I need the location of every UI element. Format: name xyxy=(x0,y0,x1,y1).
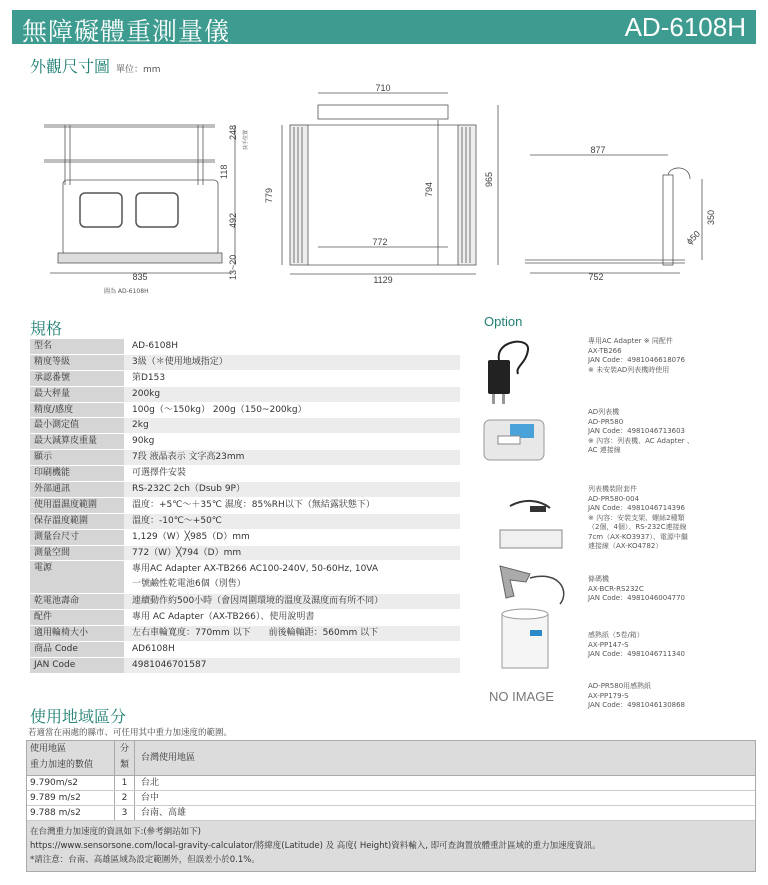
spec-value: 溫度：+5℃～＋35℃ 濕度：85%RH以下（無結露狀態下） xyxy=(132,499,375,510)
spec-row xyxy=(30,434,460,450)
spec-value: 772（W）╳794（D）mm xyxy=(124,546,460,561)
option-line: JAN Code：4981046713603 xyxy=(588,427,686,435)
dim-492: 492 xyxy=(228,212,238,228)
option-line: JAN Code：4981046714396 xyxy=(588,504,686,512)
dim-710: 710 xyxy=(375,83,391,93)
spec-value: 100g（～150kg） 200g（150~200kg） xyxy=(132,404,307,415)
spec-key: 配件 xyxy=(30,610,124,625)
spec-row xyxy=(30,371,460,387)
gravity-value: 9.790m/s2 xyxy=(27,776,115,790)
dim-350: 350 xyxy=(706,209,716,225)
option-line: 條碼機 xyxy=(588,575,609,583)
spec-key: 外部通訊 xyxy=(30,482,124,497)
option-item-paper-pr580 xyxy=(588,682,685,711)
dim-965: 965 xyxy=(484,171,494,187)
gravity-value: 9.789 m/s2 xyxy=(27,791,115,805)
option-line: AD-PR580用感熱紙 xyxy=(588,682,652,690)
dim-1129: 1129 xyxy=(373,275,393,285)
dims-title-text: 外觀尺寸圖 xyxy=(30,57,111,76)
class-value: 1 xyxy=(115,776,135,790)
spec-row xyxy=(30,498,460,514)
dim-248-note: 扶手位置 xyxy=(243,129,249,150)
spec-title: 規格 xyxy=(30,319,63,338)
spec-value: 1,129（W）╳985（D）mm xyxy=(132,531,250,542)
spec-row xyxy=(30,561,460,594)
region-intro: 若適當在兩處的縣市、可任用其中重力加速度的範圍。 xyxy=(28,728,233,738)
option-line: JAN Code：4981046130868 xyxy=(588,701,686,709)
option-line: ※ 內容：列表機、AC Adapter 、 xyxy=(588,436,694,445)
spec-key: 承認番號 xyxy=(30,371,124,386)
spec-value: 90kg xyxy=(132,436,155,447)
region-header-gravity xyxy=(27,741,115,775)
spec-row xyxy=(30,482,460,498)
spec-value: 200kg xyxy=(124,387,460,402)
header-text: 分 xyxy=(119,744,129,754)
spec-key: 測量空間 xyxy=(30,546,124,561)
region-header-class xyxy=(115,741,135,775)
option-line: AX-TB266 xyxy=(588,346,622,355)
spec-row xyxy=(30,642,460,658)
class-value: 2 xyxy=(115,791,135,805)
spec-row xyxy=(30,530,460,546)
spec-key: 使用溫濕度範圍 xyxy=(30,498,124,513)
region-row xyxy=(27,806,755,821)
spec-row xyxy=(30,450,460,466)
option-line: AX-BCR-RS232C xyxy=(588,584,644,593)
region-header-area: 台灣使用地區 xyxy=(141,753,196,763)
spec-value xyxy=(124,561,460,593)
dimension-drawings xyxy=(0,75,768,300)
dim-779: 779 xyxy=(264,187,274,203)
spec-row xyxy=(30,658,460,674)
option-line: AC 連接線 xyxy=(588,446,621,454)
spec-row xyxy=(30,403,460,419)
dim-118: 118 xyxy=(219,164,229,179)
region-header xyxy=(27,741,755,776)
printer-image xyxy=(484,420,544,460)
spec-value: RS-232C 2ch（Dsub 9P） xyxy=(124,482,460,497)
class-value: 3 xyxy=(115,806,135,820)
spec-row xyxy=(30,610,460,626)
option-line: JAN Code：4981046711340 xyxy=(588,650,686,658)
spec-row xyxy=(30,594,460,610)
dim-772: 772 xyxy=(372,237,388,247)
paper-roll-image xyxy=(502,609,548,668)
footnote-link[interactable]: https://www.sensorsone.com/local-gravity-calculator/將緯度(Latitude) 及 高度( Height)資料輸入, 即可查詢置放體重計區域的重力加速度資訊。 xyxy=(30,841,601,851)
spec-key: 顯示 xyxy=(30,450,124,465)
kit-image xyxy=(500,501,562,548)
region-row xyxy=(27,791,755,806)
header-text: 使用地區 xyxy=(30,744,67,754)
spec-value: 2kg xyxy=(124,418,460,433)
footnote-line: *請注意：台南、高雄區域為設定範圍外，但誤差小於0.1%。 xyxy=(30,855,260,865)
spec-value: 溫度：-10℃～+50℃ xyxy=(124,514,460,529)
footnote-line: 在台灣重力加速度的資訊如下:(參考網站如下) xyxy=(30,827,201,837)
spec-value: 7段 液晶表示 文字高23mm xyxy=(124,450,460,465)
spec-key: 型名 xyxy=(30,339,124,354)
spec-value: AD6108H xyxy=(132,644,175,655)
spec-key: 測量台尺寸 xyxy=(30,530,124,545)
header-bar xyxy=(12,10,756,44)
spec-key: 電源 xyxy=(30,561,124,593)
no-image-placeholder: NO IMAGE xyxy=(489,689,555,704)
region-footnote xyxy=(27,821,755,871)
ac-adapter-image xyxy=(488,342,528,404)
spec-key: 最小測定值 xyxy=(30,418,124,433)
spec-value-line1: 專用AC Adapter AX-TB266 AC100-240V, 50-60Hz, 10VA xyxy=(132,564,379,575)
spec-row xyxy=(30,466,460,482)
barcode-scanner-image xyxy=(500,566,564,604)
option-images xyxy=(470,330,588,700)
spec-value: 專用 AC Adapter（AX-TB266）、使用說明書 xyxy=(132,612,315,623)
gravity-value: 9.788 m/s2 xyxy=(27,806,115,820)
dim-50: ϕ50 xyxy=(684,228,703,247)
spec-key: 乾電池壽命 xyxy=(30,594,124,609)
header-text: 類 xyxy=(119,760,129,770)
option-item-printer xyxy=(588,408,694,456)
option-line: 專用AC Adapter ※ 同配件 xyxy=(588,337,673,345)
spec-key: 最大減算皮重量 xyxy=(30,434,124,449)
spec-value: AD-6108H xyxy=(132,341,179,351)
spec-row xyxy=(30,626,460,642)
region-table xyxy=(26,740,756,872)
dim-877: 877 xyxy=(590,145,606,155)
option-item-paper xyxy=(588,631,685,660)
spec-value-line2: 一號鹼性乾電池6個（別售） xyxy=(132,579,246,590)
option-line: AX-PP179-S xyxy=(588,691,629,700)
option-line: JAN Code：4981046618076 xyxy=(588,356,686,364)
option-line: AD-PR580-004 xyxy=(588,494,640,503)
dim-835: 835 xyxy=(132,272,148,282)
option-line: ※ 內容：安裝支架、螺絲2種類 xyxy=(588,513,685,522)
dim-248: 248 xyxy=(228,124,238,140)
option-line: AD-PR580 xyxy=(588,417,624,426)
option-line: 感熱紙（5卷/箱） xyxy=(588,631,644,639)
spec-value: 左右車輪寬度：770mm 以下 前後輪軸距：560mm 以下 xyxy=(124,626,460,641)
option-line: 列表機裝附套件 xyxy=(588,485,637,493)
spec-row xyxy=(30,514,460,530)
option-line: 連接線（AX-KO4782） xyxy=(588,542,663,550)
option-item-adapter xyxy=(588,337,685,375)
spec-key: 印刷機能 xyxy=(30,466,124,481)
option-line: JAN Code：4981046004770 xyxy=(588,594,686,602)
area-value: 台中 xyxy=(141,793,160,803)
option-item-barcode xyxy=(588,575,685,604)
spec-key: 適用輪椅大小 xyxy=(30,626,124,641)
option-line: ※ 未安裝AD列表機時使用 xyxy=(588,365,670,374)
spec-key: 商品 Code xyxy=(30,642,124,657)
option-line: AX-PP147-S xyxy=(588,640,629,649)
option-item-kit xyxy=(588,485,688,552)
area-value: 台南、高雄 xyxy=(141,808,187,818)
spec-row xyxy=(30,355,460,371)
spec-value: 連續動作約500小時（會因周圍環境的溫度及濕度而有所不同） xyxy=(124,594,460,609)
model-name: AD-6108H xyxy=(624,12,746,42)
spec-table xyxy=(30,339,460,674)
option-line: AD列表機 xyxy=(588,408,620,416)
header-text: 重力加速的數值 xyxy=(30,760,94,770)
dims-title xyxy=(30,54,161,77)
spec-row xyxy=(30,387,460,403)
spec-row xyxy=(30,418,460,434)
option-line: 7cm（AX-KO3937）、電源中繼 xyxy=(588,532,688,541)
spec-key: 最大秤量 xyxy=(30,387,124,402)
region-row xyxy=(27,776,755,791)
dim-13-20: 13~20 xyxy=(228,254,238,280)
spec-key: 精度/感度 xyxy=(30,403,124,418)
spec-value: 可選擇件安裝 xyxy=(132,468,187,479)
region-title: 使用地域區分 xyxy=(30,707,127,726)
option-line: （2個，4個）、RS-232C連接線 xyxy=(588,523,687,531)
option-title: Option xyxy=(484,314,523,329)
page-title: 無障礙體重測量儀 xyxy=(22,17,231,46)
spec-key: 精度等級 xyxy=(30,355,124,370)
dim-794: 794 xyxy=(424,181,434,197)
spec-row xyxy=(30,546,460,562)
dims-unit: 單位：mm xyxy=(116,65,161,75)
spec-row xyxy=(30,339,460,355)
dim-752: 752 xyxy=(588,272,604,282)
area-value: 台北 xyxy=(141,778,160,788)
spec-value: 第D153 xyxy=(132,372,166,383)
drawing-note: 圖為 AD-6108H xyxy=(104,288,149,295)
spec-key: 保存溫度範圍 xyxy=(30,514,124,529)
spec-key: JAN Code xyxy=(30,658,124,673)
spec-value: 3級（＊使用地域指定） xyxy=(124,355,460,370)
spec-value: 4981046701587 xyxy=(124,658,460,673)
